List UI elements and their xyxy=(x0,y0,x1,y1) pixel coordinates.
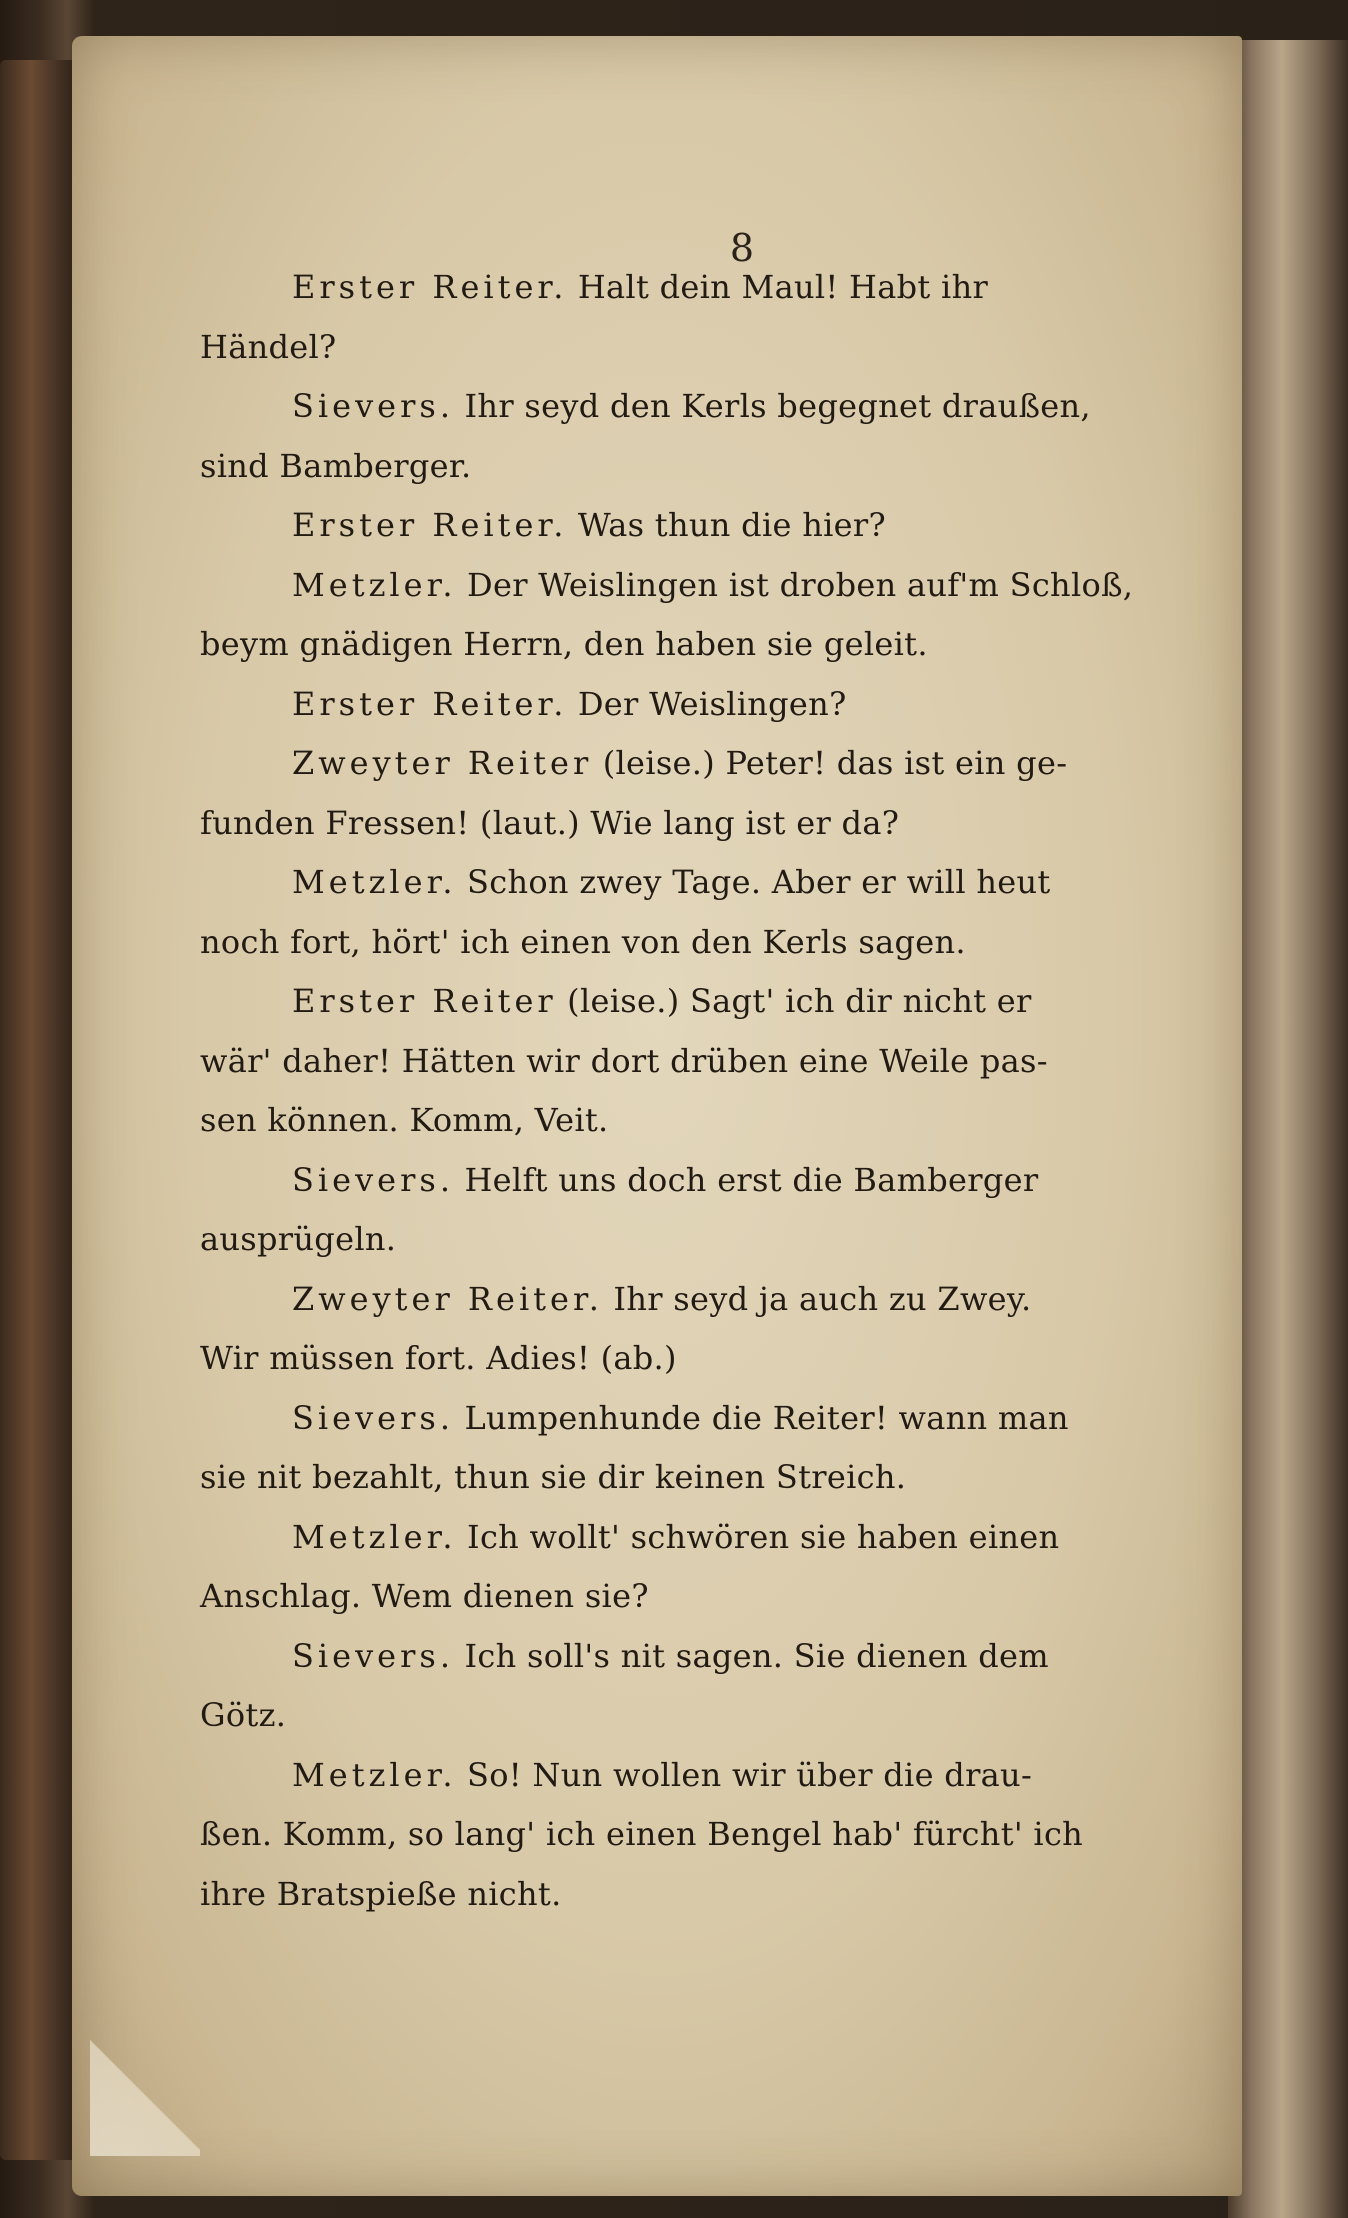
line-text: sen können. Komm, Veit. xyxy=(200,1101,609,1139)
text-line xyxy=(200,556,1180,616)
speaker-name: Erster Reiter. xyxy=(292,268,568,306)
line-text: ausprügeln. xyxy=(200,1220,397,1258)
line-text: Was thun die hier? xyxy=(567,506,886,544)
line-text: wär' daher! Hätten wir dort drüben eine Weile pas- xyxy=(200,1041,1048,1080)
speaker-name: Sievers. xyxy=(292,1160,454,1199)
text-line xyxy=(200,1448,1180,1508)
text-line xyxy=(200,1389,1180,1449)
line-text: beym gnädigen Herrn, den haben sie geleit. xyxy=(200,625,928,663)
text-line xyxy=(200,377,1180,437)
text-line xyxy=(200,1805,1180,1865)
text-line xyxy=(200,1567,1180,1627)
line-text: Lumpenhunde die Reiter! wann man xyxy=(454,1398,1069,1437)
speaker-name: Erster Reiter. xyxy=(292,506,568,544)
text-line xyxy=(200,734,1180,794)
speaker-name: Zweyter Reiter. xyxy=(292,1279,603,1318)
speaker-name: Metzler. xyxy=(292,1517,457,1556)
line-text: funden Fressen! (laut.) Wie lang ist er da? xyxy=(200,803,900,842)
text-line xyxy=(200,1091,1180,1151)
speaker-name: Metzler. xyxy=(292,863,457,901)
text-line xyxy=(200,972,1180,1032)
speaker-name: Sievers. xyxy=(292,1636,454,1675)
line-text: Ihr seyd den Kerls begegnet draußen, xyxy=(454,387,1091,425)
text-line xyxy=(200,853,1180,913)
text-line xyxy=(200,1746,1180,1806)
page-number: 8 xyxy=(729,226,755,270)
text-line xyxy=(200,615,1180,675)
line-text: (leise.) Sagt' ich dir nicht er xyxy=(556,982,1032,1020)
text-line xyxy=(200,1151,1180,1211)
text-line xyxy=(200,1032,1180,1092)
text-line xyxy=(200,318,1180,378)
text-line xyxy=(200,1865,1180,1925)
text-line xyxy=(200,1329,1180,1389)
text-line xyxy=(200,496,1180,556)
line-text: Götz. xyxy=(200,1696,287,1734)
book-cover-left xyxy=(0,60,78,2160)
line-text: (leise.) Peter! das ist ein ge- xyxy=(592,744,1068,782)
line-text: sind Bamberger. xyxy=(200,446,472,485)
line-text: Der Weislingen ist droben auf'm Schloß, xyxy=(456,565,1134,604)
text-line xyxy=(200,675,1180,735)
line-text: sie nit bezahlt, thun sie dir keinen Streich. xyxy=(200,1458,907,1496)
text-line xyxy=(200,913,1180,973)
speaker-name: Metzler. xyxy=(292,1755,457,1794)
line-text: So! Nun wollen wir über die drau- xyxy=(456,1755,1033,1794)
line-text: ßen. Komm, so lang' ich einen Bengel hab' fürcht' ich xyxy=(200,1815,1084,1853)
speaker-name: Zweyter Reiter xyxy=(292,744,593,782)
text-line xyxy=(200,437,1180,497)
text-line xyxy=(200,1508,1180,1568)
book-cover-right xyxy=(1228,40,1348,2218)
speaker-name: Erster Reiter. xyxy=(292,684,568,723)
text-block xyxy=(200,258,1180,1924)
speaker-name: Erster Reiter xyxy=(292,982,557,1020)
line-text: Der Weislingen? xyxy=(567,684,847,723)
text-line xyxy=(200,1210,1180,1270)
line-text: Ihr seyd ja auch zu Zwey. xyxy=(602,1279,1032,1318)
speaker-name: Sievers. xyxy=(292,1398,454,1437)
line-text: noch fort, hört' ich einen von den Kerls sagen. xyxy=(200,922,966,961)
line-text: Schon zwey Tage. Aber er will heut xyxy=(456,863,1051,901)
line-text: Anschlag. Wem dienen sie? xyxy=(200,1577,649,1615)
line-text: Händel? xyxy=(200,327,337,366)
line-text: ihre Bratspieße nicht. xyxy=(200,1874,562,1913)
text-line xyxy=(200,1686,1180,1746)
line-text: Helft uns doch erst die Bamberger xyxy=(454,1160,1039,1199)
speaker-name: Sievers. xyxy=(292,387,454,425)
line-text: Ich wollt' schwören sie haben einen xyxy=(456,1517,1060,1556)
line-text: Wir müssen fort. Adies! (ab.) xyxy=(200,1339,677,1377)
speaker-name: Metzler. xyxy=(292,565,457,604)
text-line xyxy=(200,1627,1180,1687)
line-text: Ich soll's nit sagen. Sie dienen dem xyxy=(454,1636,1049,1675)
text-line xyxy=(200,794,1180,854)
text-line xyxy=(200,258,1180,318)
text-line xyxy=(200,1270,1180,1330)
line-text: Halt dein Maul! Habt ihr xyxy=(567,268,989,306)
